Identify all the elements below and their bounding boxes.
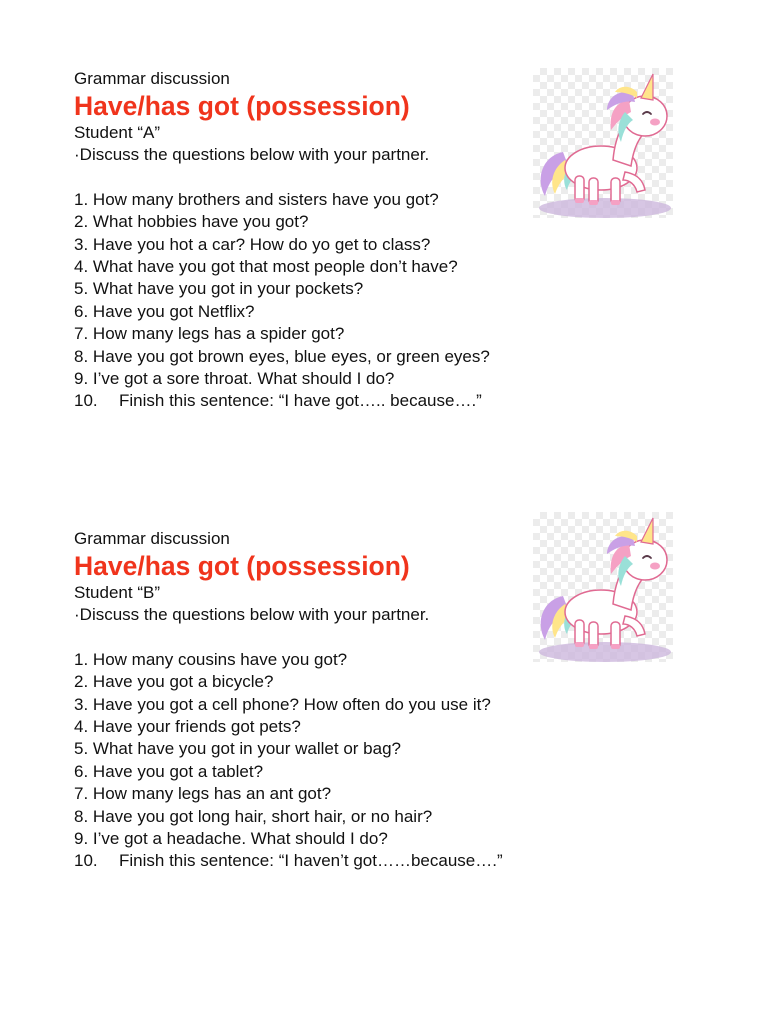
question-item (74, 761, 674, 783)
question-item (74, 738, 674, 760)
question-text: How many brothers and sisters have you got? (92, 189, 439, 209)
question-text: What hobbies have you got? (92, 212, 309, 232)
question-item (74, 301, 674, 323)
question-number: 10. (74, 391, 98, 411)
question-text: What have you got that most people don’t have? (92, 257, 458, 277)
question-item (74, 806, 674, 828)
unicorn-illustration (533, 512, 673, 662)
question-text: Have you got Netflix? (92, 301, 255, 321)
question-number: 1. (74, 649, 89, 669)
question-item (74, 346, 674, 368)
question-number: 6. (74, 761, 89, 781)
unicorn-icon (533, 68, 673, 218)
question-item (74, 368, 674, 390)
question-number: 2. (74, 672, 89, 692)
question-number: 9. (74, 369, 89, 389)
student-label: Student “B” (74, 583, 160, 602)
question-number: 4. (74, 257, 89, 277)
question-text: How many cousins have you got? (92, 649, 348, 669)
question-text: Finish this sentence: “I have got….. because….” (119, 391, 482, 411)
question-number: 9. (74, 829, 89, 849)
question-number: 5. (74, 739, 89, 759)
section-label: Grammar discussion (74, 529, 230, 548)
question-list (74, 649, 674, 873)
question-item (74, 390, 674, 412)
question-item (74, 783, 674, 805)
question-number: 1. (74, 189, 89, 209)
question-text: Have your friends got pets? (92, 717, 301, 737)
question-item (74, 716, 674, 738)
unicorn-icon (533, 512, 673, 662)
question-number: 8. (74, 346, 89, 366)
question-text: I’ve got a headache. What should I do? (92, 829, 388, 849)
question-text: I’ve got a sore throat. What should I do? (92, 369, 395, 389)
question-item (74, 694, 674, 716)
question-text: What have you got in your pockets? (92, 279, 364, 299)
question-text: How many legs has an ant got? (92, 784, 332, 804)
question-text: Have you got a cell phone? How often do you use it? (92, 694, 491, 714)
question-list (74, 189, 674, 413)
question-number: 2. (74, 212, 89, 232)
question-number: 7. (74, 784, 89, 804)
question-item (74, 850, 674, 872)
instruction-text: ·Discuss the questions below with your partner. (74, 605, 430, 625)
section-label: Grammar discussion (74, 69, 230, 88)
question-text: Have you got brown eyes, blue eyes, or green eyes? (92, 346, 490, 366)
question-number: 3. (74, 234, 89, 254)
question-item (74, 256, 674, 278)
question-item (74, 278, 674, 300)
question-number: 10. (74, 851, 98, 871)
question-item (74, 671, 674, 693)
page-title: Have/has got (possession) (74, 91, 410, 121)
unicorn-illustration (533, 68, 673, 218)
question-item (74, 828, 674, 850)
question-text: Finish this sentence: “I haven’t got……because….” (119, 851, 503, 871)
question-number: 3. (74, 694, 89, 714)
instruction-text: ·Discuss the questions below with your partner. (74, 145, 430, 165)
question-number: 5. (74, 279, 89, 299)
question-text: What have you got in your wallet or bag? (92, 739, 401, 759)
question-number: 4. (74, 717, 89, 737)
question-text: Have you got a tablet? (92, 761, 264, 781)
question-text: Have you got long hair, short hair, or no hair? (92, 806, 433, 826)
question-number: 7. (74, 324, 89, 344)
student-label: Student “A” (74, 123, 160, 142)
question-number: 8. (74, 806, 89, 826)
question-item (74, 323, 674, 345)
page-title: Have/has got (possession) (74, 551, 410, 581)
question-text: How many legs has a spider got? (92, 324, 345, 344)
question-item (74, 234, 674, 256)
question-text: Have you got a bicycle? (92, 672, 274, 692)
question-text: Have you hot a car? How do yo get to class? (92, 234, 431, 254)
question-number: 6. (74, 301, 89, 321)
